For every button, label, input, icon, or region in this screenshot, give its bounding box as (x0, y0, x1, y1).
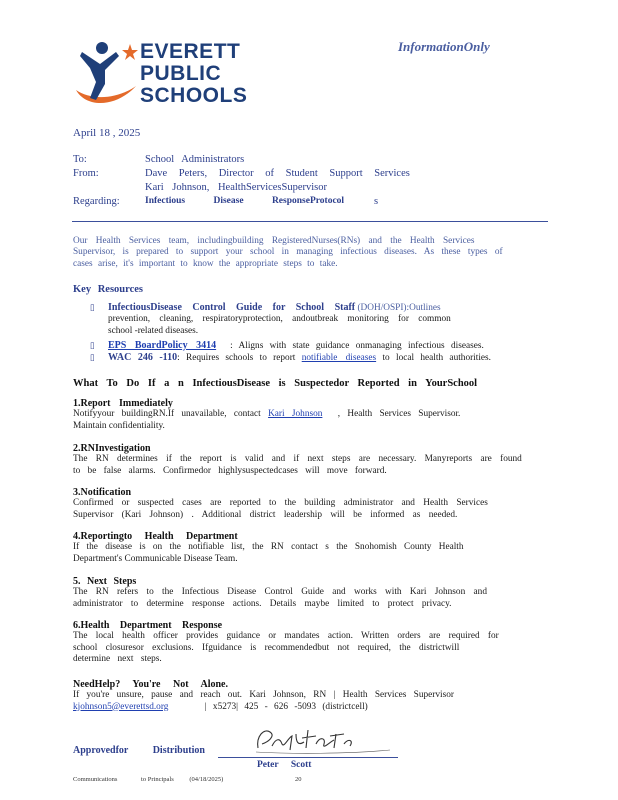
signer-name: Peter Scott (257, 760, 312, 770)
resource-item (90, 302, 550, 337)
need-help-text: If you're unsure, pause and reach out. Kari Johnson, RN | Health Services Supervisor (73, 690, 454, 700)
section-heading: 2.RNInvestigation (73, 443, 151, 454)
section-text: determine next steps. (73, 654, 162, 665)
section-notification (73, 487, 547, 521)
wac-link[interactable]: WAC 246 -110 (108, 352, 178, 363)
need-help-section (73, 679, 547, 713)
signature-image (250, 724, 400, 758)
footer-text: Communications (73, 776, 118, 783)
regarding-suffix: s (374, 196, 379, 207)
key-resources-heading: Key Resources (73, 284, 143, 295)
signature-line (218, 757, 398, 758)
resource-title[interactable]: InfectiousDisease Control Guide for School Staff (108, 302, 356, 313)
footer-text: (04/18/2025) (189, 776, 224, 783)
section-report (73, 398, 547, 432)
section-heading: 1.Report Immediately (73, 398, 173, 409)
notifiable-diseases-link[interactable]: notifiable diseases (301, 353, 377, 363)
from-value: Dave Peters, Director of Student Support Services (145, 168, 410, 179)
section-text: administrator to determine response actions. Details maybe limited to protect privacy. (73, 598, 452, 609)
intro-line: Supervisor, is prepared to support your school in managing infectious diseases. As these types of (73, 247, 503, 258)
to-value: School Administrators (145, 154, 245, 165)
resource-desc: school -related diseases. (108, 325, 199, 336)
intro-line: cases arise, it's important to know the appropriate steps to take. (73, 258, 338, 269)
section-next-steps (73, 576, 547, 610)
section-text: The RN determines if the report is valid and if next steps are necessary. Manyreports are found (73, 454, 522, 464)
memo-date: April 18 , 2025 (73, 127, 141, 139)
resource-desc: (DOH/OSPI):Outlines (355, 303, 441, 313)
section-text: If the disease is on the notifiable list, the RN contact s the Snohomish County Health (73, 542, 464, 552)
bullet-icon: ▯ (90, 352, 95, 362)
bullet-icon: ▯ (90, 340, 95, 350)
page-number: 20 (294, 776, 302, 783)
from-value-2: Kari Johnson, HealthServicesSupervisor (145, 182, 328, 193)
section-text: to be false alarms. Confirmedor highlysuspectedcases will move forward. (73, 465, 387, 476)
page-footer (73, 776, 301, 783)
from-label: From: (73, 168, 99, 179)
resource-desc: prevention, cleaning, respiratoryprotection, andoutbreak monitoring for common (108, 314, 451, 325)
resource-desc: : Aligns with state guidance onmanaging infectious diseases. (230, 341, 484, 351)
section-text: , Health Services Supervisor. (330, 409, 461, 419)
section-heading: 5. Next Steps (73, 576, 137, 587)
section-heading: 4.Reportingto Health Department (73, 531, 238, 542)
bullet-icon: ▯ (90, 302, 95, 312)
board-policy-link[interactable]: EPS BoardPolicy 3414 (108, 340, 217, 351)
section-health-department (73, 531, 547, 565)
what-to-do-heading: What To Do If a n InfectiousDisease is Suspectedor Reported in YourSchool (73, 378, 478, 389)
need-help-heading: NeedHelp? You're Not Alone. (73, 679, 228, 690)
section-text: The RN refers to the Infectious Disease Control Guide and works with Kari Johnson and (73, 587, 487, 597)
logo-figure-icon (72, 38, 142, 112)
intro-line: Our Health Services team, includingbuilding RegisteredNurses(RNs) and the Health Services (73, 236, 475, 246)
approval-label: Approvedfor Distribution (73, 745, 205, 756)
resource-desc: to local health authorities. (376, 353, 492, 363)
section-text: Supervisor (Kari Johnson) . Additional district leadership will be informed as needed. (73, 509, 458, 520)
resource-desc: : Requires schools to report (177, 353, 302, 363)
regarding-value: Infectious Disease ResponseProtocol (145, 196, 345, 206)
section-text: Maintain confidentiality. (73, 420, 165, 431)
email-link[interactable]: kjohnson5@everettsd.org (73, 701, 169, 712)
regarding-label: Regarding: (73, 196, 120, 207)
section-heading: 6.Health Department Response (73, 620, 223, 631)
footer-text: to Principals (141, 776, 174, 783)
kari-johnson-link[interactable]: Kari Johnson (268, 409, 323, 419)
resource-item (90, 352, 550, 364)
need-help-text: | x5273| 425 - 626 -5093 (districtcell) (198, 701, 368, 712)
information-only-label: InformationOnly (398, 39, 490, 54)
section-text: Department's Communicable Disease Team. (73, 553, 238, 564)
section-text: school closuresor exclusions. Ifguidance is recommendedbut not required, the districtwill (73, 642, 460, 653)
intro-paragraph (73, 236, 543, 270)
section-heading: 3.Notification (73, 487, 132, 498)
section-text: Notifyyour buildingRN.If unavailable, contact (73, 409, 269, 419)
header-divider (72, 221, 548, 222)
to-label: To: (73, 154, 87, 165)
section-text: Confirmed or suspected cases are reported to the building administrator and Health Services (73, 498, 488, 508)
resource-item (90, 340, 550, 352)
logo-wordmark: EVERETT PUBLIC SCHOOLS (140, 40, 248, 107)
section-health-response (73, 620, 547, 666)
section-rn-investigation (73, 443, 547, 477)
section-text: The local health officer provides guidance or mandates action. Written orders are required for (73, 631, 499, 641)
